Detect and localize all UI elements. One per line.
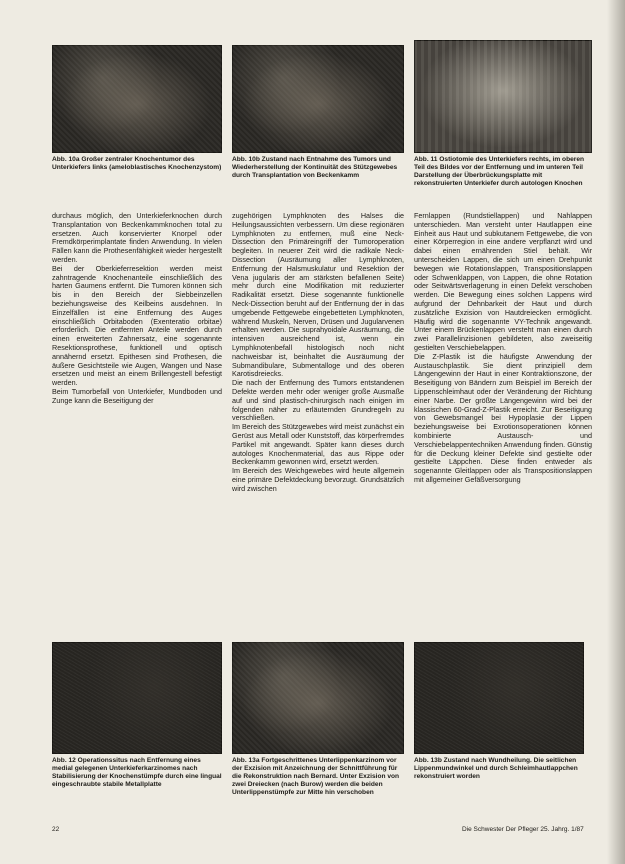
figure-13a-photo <box>232 642 404 754</box>
figure-13b-photo <box>414 642 584 754</box>
journal-footer: Die Schwester Der Pfleger 25. Jahrg. 1/87 <box>462 826 584 833</box>
paragraph: Die Z-Plastik ist die häufigste Anwendung der Austauschplastik. Sie dient prinzipiell dem Längengewinn der Haut in einer Kontraktionszone, der Beseitigung von Bändern zum Beispiel im Bereich der Lippenschleimhaut oder der Veränderung der Richtung einer Narbe. Der größte Längengewinn wird bei der klassischen 60-Grad-Z-Plastik erreicht. Zur Beseitigung von Gewebsmangel bei Hypoplasie der Lippen beziehungsweise bei Exrotionsoperationen können kombinierte Austausch- und Verschiebelappentechniken Anwendung finden. Günstig für die Deckung kleiner Defekte sind gestielte oder gestielte Läppchen. Diese finden entweder als sogenannte Gleitlappen oder als Transpositionslappen mit allgemeiner Gefäßversorgung <box>414 351 592 484</box>
paragraph: zugehörigen Lymphknoten des Halses die Heilungsaussichten verbessern. Um diese regionären Lymphknoten zu entfernen, muß eine Neck-Dissection den Primäreingriff der Tumoroperation begleiten. In neuerer Zeit wird die radikale Neck-Dissection (Ausräumung aller Lymphknoten, Entfernung der Halsmuskulatur und Resektion der Vena jugularis der am stärksten befallenen Seite) mehr durch eine Modifikation mit reduzierter Radikalität ersetzt. Diese sogenannte funktionelle Neck-Dissection beruht auf der Entfernung der in das umgebende Fettgewebe eingebetteten Lymphknoten, während Muskeln, Nerven, Drüsen und Jugularvenen erhalten werden. Die suprahyoidale Ausräumung, die intensiven ausreichend ist, wenn ein Lymphknotenbefall histologisch noch nicht nachweisbar ist, beinhaltet die Ausräumung der Submandibulare, Submentalloge und des oberen Karotisdreiecks. <box>232 211 404 379</box>
figure-11-photo <box>414 40 592 153</box>
paragraph: Im Bereich des Stützgewebes wird meist zunächst ein Gerüst aus Metall oder Kunststoff, das körperfremdes Partikel mit angewandt. Später kann dieses durch autologes Knochenmaterial, das aus Rippe oder Beckenkamm gewonnen wird, ersetzt werden. <box>232 422 404 467</box>
text-column-middle <box>232 212 404 494</box>
figure-11-caption: Abb. 11 Ostiotomie des Unterkiefers rechts, im oberen Teil des Bildes vor der Entfernung und im unteren Teil Darstellung der Überbrückungsplatte mit rekonstruierten Unterkiefer durch autologen Knochen <box>414 156 585 187</box>
figure-10a-caption: Abb. 10a Großer zentraler Knochentumor des Unterkiefers links (ameloblastisches Knochenzystom) <box>52 156 222 171</box>
figure-10a-photo <box>52 45 222 153</box>
paragraph: Beim Tumorbefall von Unterkiefer, Mundboden und Zunge kann die Beseitigung der <box>52 386 222 405</box>
page-number: 22 <box>52 826 60 833</box>
page-edge-shadow <box>607 0 625 864</box>
figure-12-photo <box>52 642 222 754</box>
paragraph: durchaus möglich, den Unterkieferknochen durch Transplantation von Beckenkammknochen total zu ersetzen. Auch konservierter Knorpel oder Fremdkörperimplantate finden Anwendung. In vielen Fällen kann die Prothesenfähigkeit wieder hergestellt werden. <box>52 211 222 264</box>
paragraph: Bei der Oberkieferresektion werden meist zahntragende Knochenanteile einschließlich des harten Gaumens entfernt. Die Tumoren können sich bis in den Bereich der Siebbeinzellen beziehungsweise des Keilbeins ausdehnen. In Einzelfällen ist eine Entfernung des Auges einschließlich Orbitaboden (Exenteratio orbitae) erforderlich. Die entfernten Anteile werden durch einen erweiterten Zahnersatz, eine sogenannte Resektionsprothese, funktionell und optisch annähernd ersetzt. Epithesen sind Prothesen, die äußere Gesichtsteile wie Augen, Wangen und Nase ersetzen und meist an einem Brillengestell befestigt werden. <box>52 263 222 388</box>
figure-12-caption: Abb. 12 Operationssitus nach Entfernung eines medial gelegenen Unterkieferkarzinomes nach Stabilisierung der Knochenstümpfe durch eine lingual eingeschraubte stabile Metallplatte <box>52 757 222 788</box>
figure-10b-caption: Abb. 10b Zustand nach Entnahme des Tumors und Wiederherstellung der Kontinuität des Stützgewebes durch Transplantation von Beckenkamm <box>232 156 398 179</box>
figure-10b-photo <box>232 45 404 153</box>
figure-13b-caption: Abb. 13b Zustand nach Wundheilung. Die seitlichen Lippenmundwinkel und durch Schleimhautlappchen rekonstruiert worden <box>414 757 578 780</box>
figure-13a-caption: Abb. 13a Fortgeschrittenes Unterlippenkarzinom vor der Exzision mit Anzeichnung der Schnittführung für die Rekonstruktion nach Bernard. Unter Exzision von zwei Dreiecken (nach Burow) werden die beiden Unterlippenstümpfe zur Mitte hin verschoben <box>232 757 400 796</box>
text-column-left <box>52 212 222 406</box>
text-column-right <box>414 212 592 485</box>
paragraph: Die nach der Entfernung des Tumors entstandenen Defekte werden mehr oder weniger große Ausmaße auf und sind plastisch-chirurgisch nach einigen im folgenden näher zu erläuternden Grundregeln zu verschließen. <box>232 378 404 423</box>
paragraph: Fernlappen (Rundstiellappen) und Nahlappen unterschieden. Man versteht unter Hautlappen eine Einheit aus Haut und subkutanem Fettgewebe, die von einer Körperregion in eine andere verpflanzt wird und dabei einen ernährenden Stiel behält. Wir unterscheiden Lappen, die sich um einen Drehpunkt bewegen wie Rotationslappen, Transpositionslappen oder Schwenklappen, von Lappen, die ohne Rotation oder Seitwärtsverlagerung in einen Defekt verschoben werden. Die Bewegung eines solchen Lappens wird aufgrund der Dehnbarkeit der Haut und durch zusätzliche Exzision von Hautdreiecken ermöglicht. Häufig wird die sogenannte VY-Technik angewandt. Unter einem Brückenlappen versteht man einen durch zwei Parallelinzisionen gebildeten, also zweiseitig gestielten Verschiebelappen. <box>414 211 592 352</box>
paragraph: Im Bereich des Weichgewebes wird heute allgemein eine primäre Defektdeckung bevorzugt. Grundsätzlich wird zwischen <box>232 466 404 493</box>
